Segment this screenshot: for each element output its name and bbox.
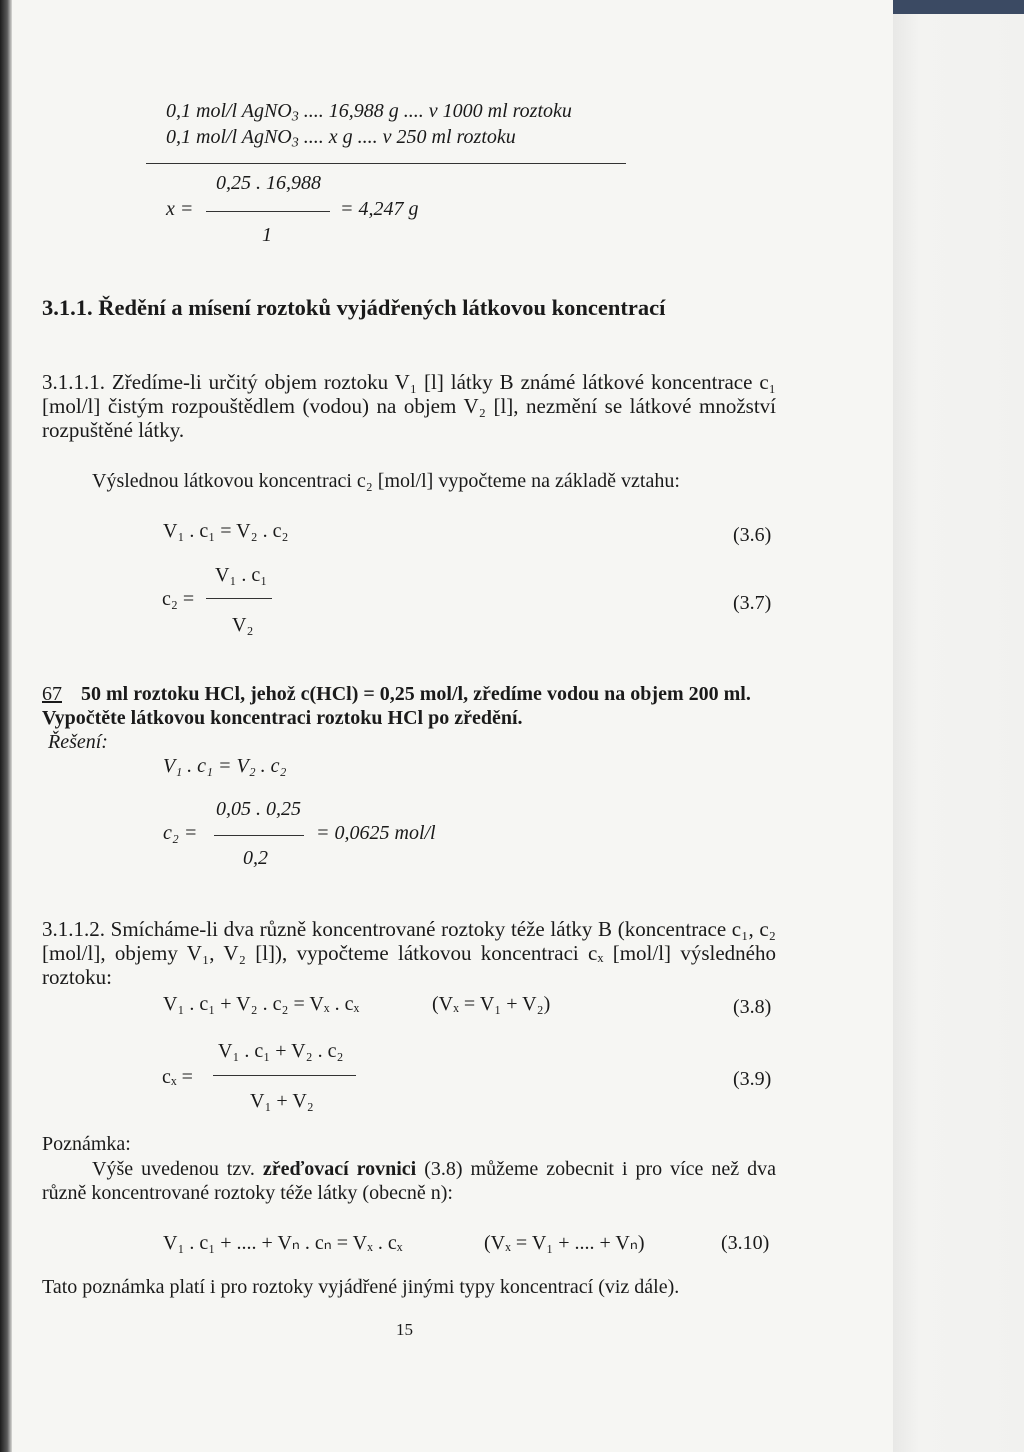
problem-line-2: Vypočtěte látkovou koncentraci roztoku HCl po zředění.	[42, 707, 523, 729]
equation-3-10-number: (3.10)	[721, 1232, 770, 1254]
note-text-post: (3.8) můžeme zobecnit i pro více než dva různě koncentrované roztoky téže látky (obecně n):	[42, 1158, 776, 1204]
solution-equation: V₁ . c₁ = V₂ . c₂	[163, 755, 287, 777]
equation-3-7-numerator: V₁ . c₁	[215, 564, 268, 586]
equation-3-10: V₁ . c₁ + .... + Vₙ . cₙ = Vₓ . cₓ	[163, 1232, 403, 1254]
problem-line-1: 50 ml roztoku HCl, jehož c(HCl) = 0,25 mol/l, zředíme vodou na objem 200 ml.	[81, 683, 751, 705]
solution-frac-numerator: 0,05 . 0,25	[216, 798, 301, 820]
solution-frac-denominator: 0,2	[243, 847, 268, 869]
paragraph-text: Smícháme-li dva různě koncentrované roztoky téže látky B (koncentrace c₁, c₂ [mol/l], objemy V₁, V₂ [l]), vypočteme látkovou koncentraci cₓ [mol/l] výsledného roztoku:	[42, 917, 776, 989]
calc-line-2-subscript: 3	[291, 135, 299, 151]
equation-3-9-bar	[213, 1075, 356, 1076]
paragraph-number: 3.1.1.2.	[42, 917, 105, 941]
equation-3-7-lhs: c₂ =	[162, 588, 195, 610]
calc-frac-denominator: 1	[262, 224, 272, 246]
calc-frac-bar	[206, 211, 330, 212]
calc-line-2	[166, 126, 516, 149]
solution-frac-result: = 0,0625 mol/l	[316, 822, 436, 844]
equation-3-7-bar	[206, 598, 272, 599]
note-text	[42, 1157, 776, 1205]
equation-3-8: V₁ . c₁ + V₂ . c₂ = Vₓ . cₓ	[163, 993, 360, 1015]
result-intro-text: Výslednou látkovou koncentraci c₂ [mol/l] vypočteme na základě vztahu:	[92, 470, 680, 492]
equation-3-9-lhs: cₓ =	[162, 1066, 193, 1088]
calc-line-1-substance: 0,1 mol/l AgNO	[166, 100, 292, 122]
paragraph-3-1-1-1	[42, 370, 776, 442]
equation-3-8-number: (3.8)	[733, 996, 772, 1018]
paragraph-3-1-1-2	[42, 917, 776, 989]
equation-3-9-number: (3.9)	[733, 1068, 772, 1090]
equation-3-10-note: (Vₓ = V₁ + .... + Vₙ)	[484, 1232, 645, 1254]
equation-3-9-denominator: V₁ + V₂	[250, 1090, 314, 1112]
scanner-background-strip	[893, 0, 1024, 1452]
page-number: 15	[396, 1320, 413, 1339]
scanner-edge	[893, 0, 1024, 14]
paragraph-number: 3.1.1.1.	[42, 370, 105, 394]
solution-frac-lhs: c₂ =	[163, 822, 198, 844]
paragraph-text: Zředíme-li určitý objem roztoku V₁ [l] látky B známé látkové koncentrace c₁ [mol/l] čistým rozpouštědlem (vodou) na objem V₂ [l], nezmění se látkové množství rozpuštěné látky.	[42, 370, 776, 442]
note-text-pre: Výše uvedenou tzv.	[92, 1158, 263, 1180]
calc-frac-lhs: x =	[166, 198, 194, 220]
problem-number: 67	[42, 683, 62, 705]
calc-frac-numerator: 0,25 . 16,988	[216, 172, 321, 194]
calc-line-1-rest: .... 16,988 g .... v 1000 ml roztoku	[298, 100, 572, 122]
solution-label: Řešení:	[48, 731, 108, 753]
calc-line-1	[166, 100, 572, 123]
calc-line-1-subscript: 3	[291, 109, 299, 125]
calc-line-2-rest: .... x g .... v 250 ml roztoku	[298, 126, 516, 148]
calc-frac-result: = 4,247 g	[340, 198, 419, 220]
problem-67	[42, 683, 782, 706]
equation-3-7-denominator: V₂	[232, 614, 254, 636]
closing-text: Tato poznámka platí i pro roztoky vyjádřené jinými typy koncentrací (viz dále).	[42, 1276, 680, 1298]
binding-shadow	[0, 0, 12, 1452]
solution-frac-bar	[214, 835, 304, 836]
equation-3-6-number: (3.6)	[733, 524, 772, 546]
equation-3-9-numerator: V₁ . c₁ + V₂ . c₂	[218, 1040, 344, 1062]
equation-3-6: V₁ . c₁ = V₂ . c₂	[163, 520, 289, 542]
equation-3-7-number: (3.7)	[733, 592, 772, 614]
equation-3-8-note: (Vₓ = V₁ + V₂)	[432, 993, 551, 1015]
note-text-bold: zřeďovací rovnici	[262, 1158, 417, 1180]
section-heading: 3.1.1. Ředění a mísení roztoků vyjádřených látkovou koncentrací	[42, 295, 666, 320]
calc-divider	[146, 163, 626, 164]
note-label: Poznámka:	[42, 1133, 131, 1155]
calc-line-2-substance: 0,1 mol/l AgNO	[166, 126, 292, 148]
